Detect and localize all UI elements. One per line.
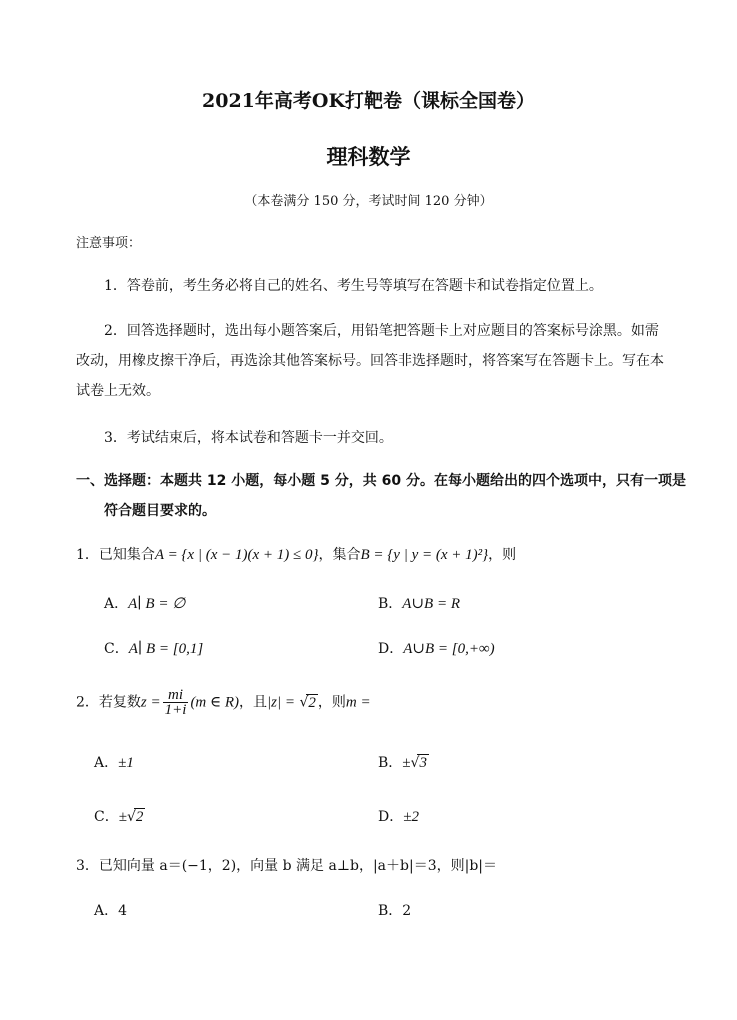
option-label: B． [378, 596, 403, 612]
q1-suffix: ，则 [488, 547, 517, 563]
option-value: ±2 [403, 809, 419, 825]
q2-option-b [378, 752, 429, 772]
notice-item-3: 3．考试结束后，将本试卷和答题卡一并交回。 [104, 430, 393, 446]
q2-z-eq: z = [140, 694, 161, 711]
q2-and: ，且 [239, 694, 268, 711]
q2-fraction [163, 688, 189, 717]
q1-mid: ，集合 [318, 547, 361, 563]
option-label: B． [378, 903, 403, 919]
section-heading-line-1: 一、选择题：本题共 12 小题，每小题 5 分，共 60 分。在每小题给出的四个选项中，只有一项是 [76, 473, 686, 489]
option-value: A∣ B = [0,1] [128, 641, 204, 657]
q2-condition: (m ∈ R) [190, 694, 240, 711]
q2-modulus: |z| = [267, 694, 295, 711]
q2-sqrt-value: 2 [308, 694, 316, 711]
q3-option-a [94, 900, 127, 920]
exam-meta: （本卷满分 150 分，考试时间 120 分钟） [244, 194, 493, 209]
sqrt-sign: √ [126, 809, 136, 825]
q3-option-b [378, 900, 411, 920]
notice-heading: 注意事项： [76, 236, 142, 251]
option-label: A． [94, 903, 119, 919]
page-title: 2021年高考OK打靶卷（课标全国卷） [202, 90, 535, 112]
option-label: A． [94, 755, 119, 771]
option-value: ±1 [118, 755, 134, 771]
q1-option-a [104, 593, 185, 613]
option-sqrt-value: 3 [419, 755, 427, 771]
q1-prefix: 1．已知集合 [76, 547, 155, 563]
option-value: 2 [402, 903, 412, 919]
q2-ask: m = [345, 694, 371, 711]
option-label: C． [104, 641, 129, 657]
option-value: A∪B = [0,+∞) [403, 641, 495, 657]
question-3-stem: 3．已知向量 a＝(−1，2)，向量 b 满足 a⊥b，|a＋b|＝3，则|b|＝ [76, 858, 498, 874]
q2-option-c [94, 806, 145, 826]
q1-option-b [378, 593, 460, 613]
fraction-denominator: 1+i [164, 702, 187, 718]
q2-option-a [94, 752, 134, 772]
question-1-stem [76, 544, 516, 564]
q2-prefix: 2．若复数 [76, 694, 141, 711]
q2-option-d [378, 806, 419, 826]
q1-set-b: B = {y | y = (x + 1)²} [360, 547, 489, 563]
sqrt-sign: √ [299, 694, 309, 711]
option-label: A． [104, 596, 129, 612]
option-label: B． [378, 755, 403, 771]
sqrt-sign: √ [410, 755, 420, 771]
notice-item-2-line-3: 试卷上无效。 [76, 383, 160, 399]
option-label: D． [378, 809, 404, 825]
q2-suffix: ，则 [317, 694, 346, 711]
q1-option-c [104, 638, 203, 658]
fraction-numerator: mi [163, 688, 189, 703]
option-label: C． [94, 809, 119, 825]
q1-set-a: A = {x | (x − 1)(x + 1) ≤ 0} [154, 547, 319, 563]
section-heading-line-2: 符合题目要求的。 [104, 503, 216, 519]
option-label: D． [378, 641, 404, 657]
option-value: ± [118, 809, 127, 825]
notice-item-2-line-1: 2．回答选择题时，选出每小题答案后，用铅笔把答题卡上对应题目的答案标号涂黑。如需 [104, 323, 659, 339]
q1-option-d [378, 638, 495, 658]
notice-item-1: 1．答卷前，考生务必将自己的姓名、考生号等填写在答题卡和试卷指定位置上。 [104, 278, 603, 294]
option-value: 4 [118, 903, 128, 919]
option-sqrt-value: 2 [135, 809, 144, 825]
notice-item-2-line-2: 改动，用橡皮擦干净后，再选涂其他答案标号。回答非选择题时，将答案写在答题卡上。写在本 [76, 353, 664, 369]
question-2-stem [76, 688, 371, 717]
option-value: ± [402, 755, 411, 771]
subject-title: 理科数学 [326, 145, 411, 169]
option-value: A∪B = R [402, 596, 460, 612]
option-value: A∣ B = ∅ [128, 596, 186, 612]
